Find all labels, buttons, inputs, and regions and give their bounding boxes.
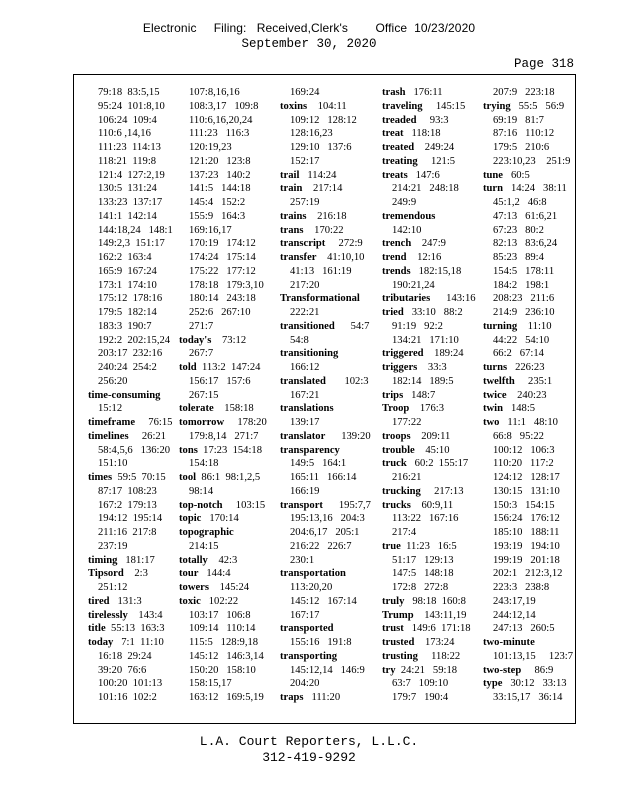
index-page-refs: 87:17 108:23 xyxy=(98,485,157,497)
index-page-refs: 69:19 81:7 xyxy=(493,114,544,126)
index-page-refs: 130:15 131:10 xyxy=(493,485,560,497)
index-page-refs: 183:3 190:7 xyxy=(98,320,152,332)
index-page-refs: 167:17 xyxy=(290,609,320,621)
index-page-refs: 256:20 xyxy=(98,375,128,387)
index-term: try 24:21 59:18 xyxy=(382,664,458,676)
index-term: traps 111:20 xyxy=(280,692,341,703)
index-page-refs: 145:4 152:2 xyxy=(189,197,246,208)
index-page-refs: 180:14 243:18 xyxy=(189,293,256,305)
index-page-refs: 267:7 xyxy=(189,348,214,360)
index-term: Transformational xyxy=(280,293,360,305)
index-term: trusted 173:24 xyxy=(382,637,455,648)
index-page-refs: 257:19 xyxy=(290,197,320,208)
index-page-refs: 147:5 148:18 xyxy=(392,568,454,580)
index-page-refs: 110:6 ,14,16 xyxy=(98,128,151,140)
index-term: treats 147:6 xyxy=(382,169,440,181)
index-page-refs: 166:12 xyxy=(290,362,320,373)
index-page-refs: 156:17 157:6 xyxy=(189,375,251,387)
index-term: totally 42:3 xyxy=(179,554,238,566)
index-page-refs: 120:19,23 xyxy=(189,142,232,153)
index-page-refs: 79:18 83:5,15 xyxy=(98,87,160,98)
index-term: Trump 143:11,19 xyxy=(382,609,467,621)
index-term: tolerate 158:18 xyxy=(179,403,254,415)
index-page-refs: 193:19 194:10 xyxy=(493,540,560,552)
index-page-refs: 223:3 238:8 xyxy=(493,582,550,593)
index-term: topic 170:14 xyxy=(179,513,239,525)
index-page-refs: 103:17 106:8 xyxy=(189,609,251,621)
page-number: Page 318 xyxy=(513,57,574,71)
index-term: treat 118:18 xyxy=(382,128,441,140)
index-page-refs: 199:19 201:18 xyxy=(493,554,560,566)
index-page-refs: 203:17 232:16 xyxy=(98,348,163,360)
index-page-refs: 111:23 114:13 xyxy=(98,142,161,153)
index-page-refs: 240:24 254:2 xyxy=(98,362,157,373)
index-page-refs: 145:12,14 146:9 xyxy=(290,664,365,676)
index-page-refs: 223:10,23 251:9 xyxy=(493,155,571,167)
index-page-refs: 106:24 109:4 xyxy=(98,114,157,126)
index-term: treating 121:5 xyxy=(382,155,456,167)
index-term: triggers 33:3 xyxy=(382,362,447,373)
index-column-5 xyxy=(483,86,577,705)
index-page-refs: 124:12 128:17 xyxy=(493,472,560,483)
index-page-refs: 16:18 29:24 xyxy=(98,650,152,662)
index-page-refs: 230:1 xyxy=(290,554,315,566)
index-page-refs: 145:12 167:14 xyxy=(290,595,357,607)
index-term: train 217:14 xyxy=(280,183,343,195)
index-term: traveling 145:15 xyxy=(382,100,466,112)
index-page-refs: 47:13 61:6,21 xyxy=(493,210,558,222)
index-page-refs: 154:18 xyxy=(189,458,219,470)
index-page-refs: 271:7 xyxy=(189,320,214,332)
index-column-3 xyxy=(280,86,374,705)
index-term: toxins 104:11 xyxy=(280,100,347,112)
index-page-refs: 172:8 272:8 xyxy=(392,582,449,593)
index-page-refs: 202:1 212:3,12 xyxy=(493,568,563,580)
index-term: twin 148:5 xyxy=(483,403,536,415)
index-term: transporting xyxy=(280,650,338,662)
index-term: tired 131:3 xyxy=(88,595,142,607)
index-page-refs: 129:10 137:6 xyxy=(290,142,352,153)
index-page-refs: 109:14 110:14 xyxy=(189,623,256,635)
index-page-refs: 243:17,19 xyxy=(493,595,536,607)
index-page-refs: 249:9 xyxy=(392,197,417,208)
index-page-refs: 169:24 xyxy=(290,87,320,98)
index-term: trend 12:16 xyxy=(382,252,442,263)
index-page-refs: 142:10 xyxy=(392,224,422,236)
index-page-refs: 251:12 xyxy=(98,582,128,593)
index-term: timelines 26:21 xyxy=(88,430,166,442)
index-page-refs: 177:22 xyxy=(392,417,422,428)
index-page-refs: 128:16,23 xyxy=(290,128,333,140)
index-page-refs: 144:18,24 148:1 xyxy=(98,224,173,236)
index-page-refs: 267:15 xyxy=(189,389,219,401)
index-term: transcript 272:9 xyxy=(280,238,363,250)
index-page-refs: 141:1 142:14 xyxy=(98,210,157,222)
index-page-refs: 137:23 140:2 xyxy=(189,169,251,181)
index-term: trans 170:22 xyxy=(280,224,344,236)
index-page-refs: 165:11 166:14 xyxy=(290,472,357,483)
index-page-refs: 111:23 116:3 xyxy=(189,128,250,140)
index-page-refs: 217:4 xyxy=(392,527,417,538)
index-page-refs: 58:4,5,6 136:20 xyxy=(98,444,171,456)
index-page-refs: 158:15,17 xyxy=(189,678,232,690)
index-term: triggered 189:24 xyxy=(382,348,464,360)
index-page-refs: 179:8,14 271:7 xyxy=(189,430,259,442)
index-term: trench 247:9 xyxy=(382,238,446,250)
index-term: treated 249:24 xyxy=(382,142,455,153)
court-reporter-phone: 312-419-9292 xyxy=(262,750,356,765)
index-page-refs: 66:8 95:22 xyxy=(493,430,544,442)
index-page-refs: 66:2 67:14 xyxy=(493,348,544,360)
index-page-refs: 152:17 xyxy=(290,155,320,167)
index-term: topographic xyxy=(179,527,234,538)
index-page-refs: 211:16 217:8 xyxy=(98,527,157,538)
index-term: trusting 118:22 xyxy=(382,650,461,662)
index-term: tried 33:10 88:2 xyxy=(382,307,463,318)
index-term: tune 60:5 xyxy=(483,169,530,181)
index-term: transfer 41:10,10 xyxy=(280,252,365,263)
index-term: trying 55:5 56:9 xyxy=(483,100,565,112)
index-page-refs: 82:13 83:6,24 xyxy=(493,238,558,250)
index-page-refs: 54:8 xyxy=(290,334,309,346)
index-page-refs: 98:14 xyxy=(189,485,214,497)
index-page-refs: 110:6,16,20,24 xyxy=(189,114,253,126)
index-term: trust 149:6 171:18 xyxy=(382,623,471,635)
index-page-refs: 113:22 167:16 xyxy=(392,513,459,525)
index-term: two-minute xyxy=(483,637,535,648)
index-page-refs: 216:21 xyxy=(392,472,422,483)
index-term: Tipsord 2:3 xyxy=(88,568,148,580)
index-term: today 7:1 11:10 xyxy=(88,637,164,648)
index-page-refs: 174:24 175:14 xyxy=(189,252,256,263)
index-term: truck 60:2 155:17 xyxy=(382,458,469,470)
index-term: tirelessly 143:4 xyxy=(88,609,163,621)
index-term: tremendous xyxy=(382,210,436,222)
index-page-refs: 190:21,24 xyxy=(392,279,435,291)
index-page-refs: 39:20 76:6 xyxy=(98,664,147,676)
index-page-refs: 167:2 179:13 xyxy=(98,499,157,511)
index-page-refs: 175:12 178:16 xyxy=(98,293,163,305)
index-page-refs: 101:16 102:2 xyxy=(98,692,157,703)
index-page-refs: 175:22 177:12 xyxy=(189,265,256,277)
index-page-refs: 150:20 158:10 xyxy=(189,664,256,676)
index-page-refs: 252:6 267:10 xyxy=(189,307,251,318)
index-page-refs: 85:23 89:4 xyxy=(493,252,544,263)
index-page-refs: 121:20 123:8 xyxy=(189,155,251,167)
index-page-refs: 237:19 xyxy=(98,540,128,552)
index-page-refs: 45:1,2 46:8 xyxy=(493,197,547,208)
transcript-date: September 30, 2020 xyxy=(241,37,377,51)
index-term: trains 216:18 xyxy=(280,210,347,222)
index-term: toxic 102:22 xyxy=(179,595,239,607)
index-page-refs: 141:5 144:18 xyxy=(189,183,251,195)
index-page-refs: 134:21 171:10 xyxy=(392,334,459,346)
index-term: tour 144:4 xyxy=(179,568,231,580)
index-page-refs: 149:2,3 151:17 xyxy=(98,238,165,250)
index-term: time-consuming xyxy=(88,389,161,401)
index-term: told 113:2 147:24 xyxy=(179,362,261,373)
index-term: towers 145:24 xyxy=(179,582,250,593)
index-page-refs: 67:23 80:2 xyxy=(493,224,544,236)
index-page-refs: 216:22 226:7 xyxy=(290,540,352,552)
index-page-refs: 179:5 182:14 xyxy=(98,307,157,318)
index-column-4 xyxy=(382,86,476,705)
index-page-refs: 113:20,20 xyxy=(290,582,333,593)
index-page-refs: 165:9 167:24 xyxy=(98,265,157,277)
index-term: trouble 45:10 xyxy=(382,444,450,456)
index-page-refs: 133:23 137:17 xyxy=(98,197,163,208)
index-term: tomorrow 178:20 xyxy=(179,417,267,428)
index-page-refs: 184:2 198:1 xyxy=(493,279,550,291)
index-term: twelfth 235:1 xyxy=(483,375,553,387)
index-page-refs: 214:9 236:10 xyxy=(493,307,555,318)
index-page-refs: 121:4 127:2,19 xyxy=(98,169,165,181)
index-term: type 30:12 33:13 xyxy=(483,678,567,690)
index-page-refs: 170:19 174:12 xyxy=(189,238,256,250)
index-page-refs: 108:3,17 109:8 xyxy=(189,100,259,112)
index-term: turns 226:23 xyxy=(483,362,545,373)
index-page-refs: 185:10 188:11 xyxy=(493,527,560,538)
index-page-refs: 130:5 131:24 xyxy=(98,183,157,195)
index-page-refs: 195:13,16 204:3 xyxy=(290,513,365,525)
index-page-refs: 115:5 128:9,18 xyxy=(189,637,259,648)
index-term: transparency xyxy=(280,444,340,456)
index-term: timing 181:17 xyxy=(88,554,155,566)
index-page-refs: 91:19 92:2 xyxy=(392,320,443,332)
index-page-refs: 194:12 195:14 xyxy=(98,513,163,525)
index-page-refs: 51:17 129:13 xyxy=(392,554,454,566)
index-term: truly 98:18 160:8 xyxy=(382,595,466,607)
index-term: transitioned 54:7 xyxy=(280,320,370,332)
index-page-refs: 162:2 163:4 xyxy=(98,252,152,263)
index-page-refs: 109:12 128:12 xyxy=(290,114,357,126)
index-page-refs: 87:16 110:12 xyxy=(493,128,555,140)
index-term: times 59:5 70:15 xyxy=(88,472,166,483)
index-term: timeframe 76:15 xyxy=(88,417,173,428)
index-term: trucks 60:9,11 xyxy=(382,499,454,511)
index-term: translated 102:3 xyxy=(280,375,369,387)
index-page-refs: 110:20 117:2 xyxy=(493,458,554,470)
index-page-refs: 163:12 169:5,19 xyxy=(189,692,264,703)
index-page-refs: 217:20 xyxy=(290,279,320,291)
index-page-refs: 207:9 223:18 xyxy=(493,87,555,98)
index-term: trucking 217:13 xyxy=(382,485,464,497)
index-term: transitioning xyxy=(280,348,339,360)
index-term: treaded 93:3 xyxy=(382,114,449,126)
index-page-refs: 179:7 190:4 xyxy=(392,692,449,703)
index-term: tool 86:1 98:1,2,5 xyxy=(179,472,261,483)
index-term: trash 176:11 xyxy=(382,87,443,98)
index-term: transport 195:7,7 xyxy=(280,499,371,511)
index-term: trends 182:15,18 xyxy=(382,265,462,277)
index-term: two-step 86:9 xyxy=(483,664,554,676)
filing-stamp: Electronic Filing: Received,Clerk's Office 10/23/2020 xyxy=(142,21,476,35)
index-page-refs: 44:22 54:10 xyxy=(493,334,550,346)
index-page-refs: 145:12 146:3,14 xyxy=(189,650,264,662)
index-page-refs: 151:10 xyxy=(98,458,128,470)
index-page-refs: 204:6,17 205:1 xyxy=(290,527,360,538)
index-term: transportation xyxy=(280,568,346,580)
index-page-refs: 100:20 101:13 xyxy=(98,678,163,690)
index-term: tons 17:23 154:18 xyxy=(179,444,262,456)
index-term: title 55:13 163:3 xyxy=(88,623,165,635)
index-page-refs: 173:1 174:10 xyxy=(98,279,157,291)
index-page-refs: 100:12 106:3 xyxy=(493,444,555,456)
index-page-refs: 107:8,16,16 xyxy=(189,87,240,98)
index-term: troops 209:11 xyxy=(382,430,451,442)
index-page-refs: 101:13,15 123:7 xyxy=(493,650,574,662)
index-page-refs: 178:18 179:3,10 xyxy=(189,279,264,291)
index-page-refs: 155:9 164:3 xyxy=(189,210,246,222)
index-page-refs: 63:7 109:10 xyxy=(392,678,449,690)
index-page-refs: 247:13 260:5 xyxy=(493,623,555,635)
index-page-refs: 149:5 164:1 xyxy=(290,458,347,470)
index-column-2 xyxy=(179,86,273,705)
index-term: transported xyxy=(280,623,334,635)
index-term: trail 114:24 xyxy=(280,169,337,181)
index-page-refs: 222:21 xyxy=(290,307,320,318)
index-term: trips 148:7 xyxy=(382,389,436,401)
index-term: translations xyxy=(280,403,334,415)
index-term: turn 14:24 38:11 xyxy=(483,183,567,195)
index-page-refs: 139:17 xyxy=(290,417,320,428)
index-page-refs: 169:16,17 xyxy=(189,224,232,236)
index-page-refs: 155:16 191:8 xyxy=(290,637,352,648)
index-page-refs: 166:19 xyxy=(290,485,320,497)
index-page-refs: 150:3 154:15 xyxy=(493,499,555,511)
index-page-refs: 182:14 189:5 xyxy=(392,375,454,387)
index-term: two 11:1 48:10 xyxy=(483,417,558,428)
index-page-refs: 214:21 248:18 xyxy=(392,183,459,195)
index-term: top-notch 103:15 xyxy=(179,499,266,511)
index-page-refs: 95:24 101:8,10 xyxy=(98,100,165,112)
index-page-refs: 118:21 119:8 xyxy=(98,155,157,167)
index-page-refs: 15:12 xyxy=(98,403,123,415)
index-page-refs: 208:23 211:6 xyxy=(493,293,555,305)
index-page-refs: 41:13 161:19 xyxy=(290,265,352,277)
index-term: tributaries 143:16 xyxy=(382,293,476,305)
index-term: today's 73:12 xyxy=(179,334,247,346)
index-column-1 xyxy=(88,86,182,705)
index-page-refs: 179:5 210:6 xyxy=(493,142,550,153)
index-term: turning 11:10 xyxy=(483,320,552,332)
index-page-refs: 244:12,14 xyxy=(493,609,536,621)
index-term: Troop 176:3 xyxy=(382,403,445,415)
index-page-refs: 192:2 202:15,24 xyxy=(98,334,171,346)
index-term: translator 139:20 xyxy=(280,430,371,442)
index-term: twice 240:23 xyxy=(483,389,547,401)
index-page-refs: 167:21 xyxy=(290,389,320,401)
index-page-refs: 156:24 176:12 xyxy=(493,513,560,525)
index-page-refs: 214:15 xyxy=(189,540,219,552)
index-page-refs: 204:20 xyxy=(290,678,320,690)
index-page-refs: 154:5 178:11 xyxy=(493,265,555,277)
index-term: true 11:23 16:5 xyxy=(382,540,457,552)
index-page-refs: 33:15,17 36:14 xyxy=(493,692,563,703)
court-reporter-name: L.A. Court Reporters, L.L.C. xyxy=(199,734,419,749)
